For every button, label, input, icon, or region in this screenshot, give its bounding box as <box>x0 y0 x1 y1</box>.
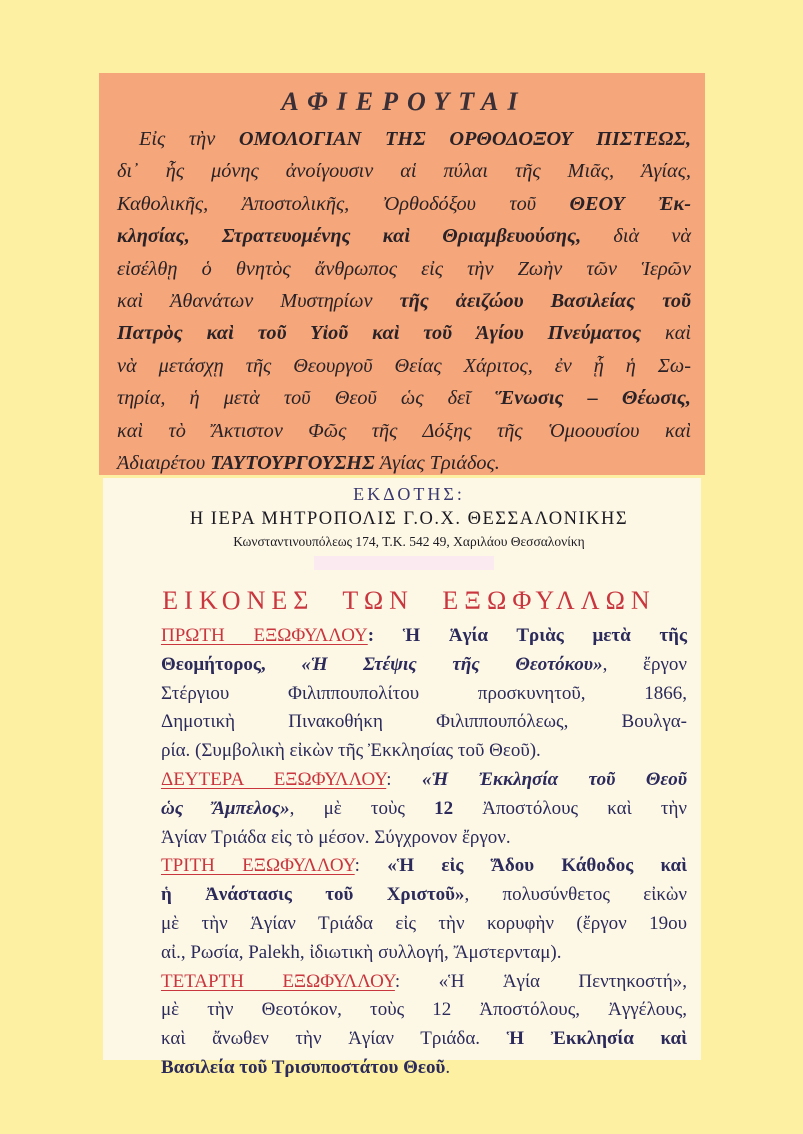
cover-text-segment: «Ἡ Στέψις τῆς Θεοτόκου» <box>301 653 603 675</box>
cover-label: ΠΡΩΤΗ ΕΞΩΦΥΛΛΟΥ <box>161 625 368 646</box>
cover-entry-line <box>161 737 687 766</box>
dedication-title: ΑΦΙΕΡΟΥΤΑΙ <box>281 87 527 116</box>
dedication-line <box>117 382 691 414</box>
dedication-text-segment: καὶ <box>641 322 692 345</box>
cover-label: ΤΡΙΤΗ ΕΞΩΦΥΛΛΟΥ <box>161 855 355 877</box>
covers-title: ΕΙΚΟΝΕΣ ΤΩΝ ΕΞΩΦΥΛΛΩΝ <box>162 586 656 615</box>
dedication-box <box>99 73 705 475</box>
cover-text-segment: μὲ τὴν Θεοτόκον, τοὺς 12 Ἀποστόλους, Ἀγγέλους, <box>161 999 687 1021</box>
covers-box <box>103 478 701 1078</box>
cover-text-segment: : Ἡ Ἁγία Τριὰς μετὰ τῆς <box>367 625 687 646</box>
cover-text-segment: ρία. (Συμβολικὴ εἰκὼν τῆς Ἐκκλησίας τοῦ Θεοῦ). <box>161 740 541 762</box>
cover-text-segment: μὲ τὴν Ἁγίαν Τριάδα εἰς τὴν κορυφὴν (ἔργον 19ου <box>161 912 687 934</box>
cover-text-segment: Βασιλεία τοῦ Τρισυποστάτου Θεοῦ <box>161 1056 446 1078</box>
dedication-text-segment: δι᾿ ἧς μόνης ἀνοίγουσιν αἱ πύλαι τῆς Μιᾶς, Ἁγίας, <box>117 160 691 183</box>
cover-entry-line <box>161 910 687 939</box>
cover-text-segment: : <box>386 768 422 790</box>
cover-text-segment: , πολυσύνθετος εἰκὼν <box>464 884 687 906</box>
dedication-line <box>117 317 691 349</box>
dedication-text-segment: ΘΕΟΥ Ἐκ- <box>569 192 691 215</box>
cover-label: ΔΕΥΤΕΡΑ ΕΞΩΦΥΛΛΟΥ <box>161 768 387 790</box>
cover-entry-line <box>161 968 687 997</box>
cover-text-segment: ὡς Ἄμπελος» <box>161 797 290 819</box>
dedication-text <box>117 123 691 479</box>
cover-entry-line <box>161 881 687 910</box>
cover-label: ΤΕΤΑΡΤΗ ΕΞΩΦΥΛΛΟΥ <box>161 970 395 992</box>
dedication-text-segment: Ἁγίας Τριάδος. <box>374 452 500 475</box>
dedication-line <box>117 253 691 285</box>
dedication-line <box>117 123 691 155</box>
dedication-text-segment: Καθολικῆς, Ἀποστολικῆς, Ὀρθοδόξου τοῦ <box>117 192 570 215</box>
cover-text-segment: , μὲ τοὺς <box>289 797 435 819</box>
dedication-text-segment: εἰσέλθῃ ὁ θνητὸς ἄνθρωπος εἰς τὴν Ζωὴν τῶν Ἱερῶν <box>117 257 691 280</box>
cover-text-segment: Δημοτικὴ Πινακοθήκη Φιλιππουπόλεως, Βουλγα- <box>161 711 687 733</box>
cover-entry-line <box>161 852 687 881</box>
dedication-text-segment: Εἰς τὴν <box>139 128 239 150</box>
dedication-text-segment: ΟΜΟΛΟΓΙΑΝ ΤΗΣ ΟΡΘΟΔΟΞΟΥ ΠΙΣΤΕΩΣ, <box>238 128 692 150</box>
dedication-line <box>117 285 691 317</box>
cover-text-segment: Στέργιου Φιλιππουπολίτου προσκυνητοῦ, 1866, <box>161 682 687 704</box>
cover-text-segment: «Ἡ εἰς Ἅδου Κάθοδος καὶ <box>387 855 687 877</box>
dedication-line <box>117 155 691 187</box>
cover-text-segment: αἰ., Ρωσία, Palekh, ἰδιωτικὴ συλλογή, Ἄμστερνταμ). <box>161 941 562 963</box>
cover-entry-line <box>161 939 687 968</box>
cover-text-segment: : «Ἡ Ἁγία Πεντηκοστή», <box>394 970 688 992</box>
cover-text-segment: καὶ ἄνωθεν τὴν Ἁγίαν Τριάδα. <box>161 1028 507 1050</box>
cover-entry-line <box>161 795 687 824</box>
dedication-text-segment: Ἀδιαιρέτου <box>117 452 211 475</box>
decorative-strip <box>314 556 494 570</box>
cover-text-segment: Ἡ Ἐκκλησία καὶ <box>506 1028 687 1050</box>
dedication-line <box>117 415 691 447</box>
cover-entry-line <box>161 996 687 1025</box>
dedication-text-segment: ΤΑΥΤΟΥΡΓΟΥΣΗΣ <box>210 452 375 475</box>
dedication-text-segment: νὰ μετάσχῃ τῆς Θεουργοῦ Θείας Χάριτος, ἐν ᾗ ἡ Σω- <box>117 354 691 377</box>
dedication-text-segment: καὶ τὸ Ἄκτιστον Φῶς τῆς Δόξης τῆς Ὁμοουσίου καὶ <box>117 419 691 442</box>
cover-entry-line <box>161 680 687 709</box>
publisher-name: Η ΙΕΡΑ ΜΗΤΡΟΠΟΛΙΣ Γ.Ο.Χ. ΘΕΣΣΑΛΟΝΙΚΗΣ <box>189 509 629 529</box>
cover-text-segment: , ἔργον <box>602 653 687 675</box>
dedication-text-segment: Ἕνωσις – Θέωσις, <box>494 387 692 410</box>
cover-text-segment: 12 <box>434 797 454 819</box>
dedication-text-segment: καὶ Ἀθανάτων Μυστηρίων <box>117 290 400 313</box>
cover-entry-line <box>161 1025 687 1054</box>
cover-text-segment: : <box>354 855 388 877</box>
cover-entry-line <box>161 1054 687 1083</box>
cover-text-segment: Ἀποστόλους καὶ τὴν <box>453 797 687 819</box>
dedication-text-segment: τῆς ἀειζώου Βασιλείας τοῦ <box>399 290 691 313</box>
cover-entry-line <box>161 622 687 651</box>
cover-text-segment: . <box>445 1056 451 1078</box>
dedication-text-segment: τηρία, ἡ μετὰ τοῦ Θεοῦ ὡς δεῖ <box>117 387 495 410</box>
dedication-text-segment: κλησίας, Στρατευομένης καὶ Θριαμβευούσης, <box>117 225 582 248</box>
cover-entry-line <box>161 708 687 737</box>
dedication-line <box>117 188 691 220</box>
dedication-line <box>117 447 691 479</box>
cover-text-segment: Θεομήτορος, <box>161 653 302 675</box>
publisher-label: ΕΚΔΟΤΗΣ: <box>353 484 465 504</box>
cover-text-segment: ἡ Ἀνάστασις τοῦ Χριστοῦ» <box>161 884 465 906</box>
cover-text-segment: «Ἡ Ἐκκλησία τοῦ Θεοῦ <box>421 768 687 790</box>
cover-text-segment: Ἁγίαν Τριάδα εἰς τὸ μέσον. Σύγχρονον ἔργον. <box>161 826 511 848</box>
cover-entry-line <box>161 766 687 795</box>
publisher-address: Κωνσταντινουπόλεως 174, Τ.Κ. 542 49, Χαριλάου Θεσσαλονίκη <box>233 534 585 549</box>
cover-entry-line <box>161 651 687 680</box>
cover-entry-line <box>161 824 687 853</box>
dedication-text-segment: διὰ νὰ <box>581 225 691 248</box>
cover-entries <box>161 622 687 1083</box>
dedication-line <box>117 350 691 382</box>
dedication-line <box>117 220 691 252</box>
dedication-text-segment: Πατρὸς καὶ τοῦ Υἱοῦ καὶ τοῦ Ἁγίου Πνεύματος <box>117 322 642 345</box>
